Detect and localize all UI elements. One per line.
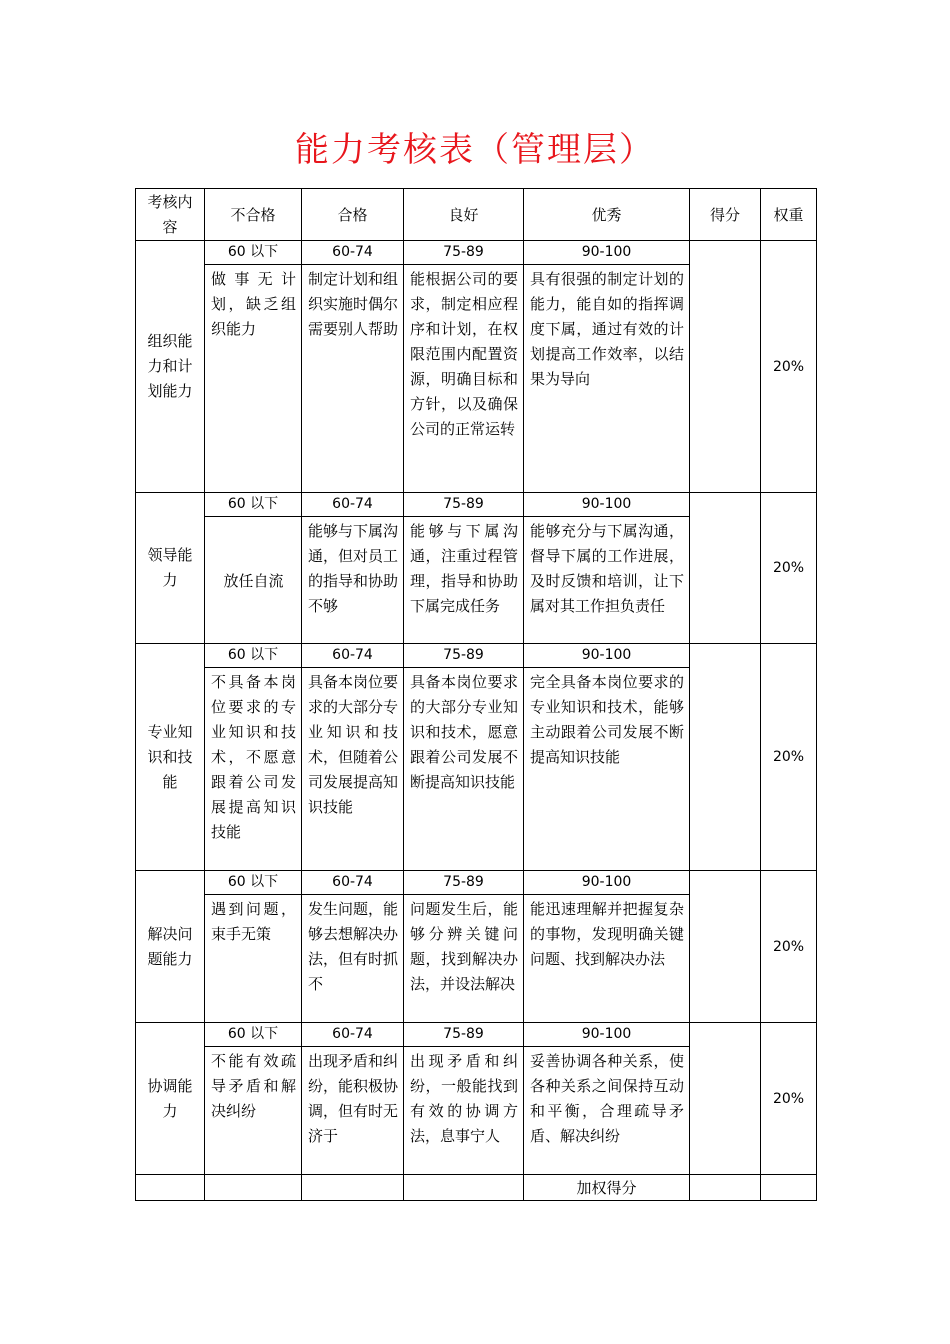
good-desc: 问题发生后，能够分辨关键问题，找到解决办法，并设法解决 [404, 895, 524, 1023]
score-cell[interactable] [690, 871, 761, 1023]
header-score: 得分 [690, 189, 761, 241]
category-cell: 组织能力和计划能力 [136, 241, 205, 493]
weight-cell: 20% [761, 871, 817, 1023]
range-fail: 60 以下 [205, 493, 302, 517]
category-cell: 解决问题能力 [136, 871, 205, 1023]
score-cell[interactable] [690, 493, 761, 644]
range-good: 75-89 [404, 644, 524, 668]
category-cell: 协调能力 [136, 1023, 205, 1175]
range-good: 75-89 [404, 493, 524, 517]
range-fail: 60 以下 [205, 1023, 302, 1047]
header-excellent: 优秀 [524, 189, 690, 241]
excellent-desc: 具有很强的制定计划的能力，能自如的指挥调度下属，通过有效的计划提高工作效率，以结果为导向 [524, 265, 690, 493]
range-pass: 60-74 [302, 644, 404, 668]
weight-cell: 20% [761, 1023, 817, 1175]
excellent-desc: 完全具备本岗位要求的专业知识和技术，能够主动跟着公司发展不断提高知识技能 [524, 668, 690, 871]
empty-cell [136, 1175, 205, 1201]
range-excellent: 90-100 [524, 871, 690, 895]
fail-desc: 不能有效疏导矛盾和解决纠纷 [205, 1047, 302, 1175]
excellent-desc: 妥善协调各种关系，使各种关系之间保持互动和平衡，合理疏导矛盾、解决纠纷 [524, 1047, 690, 1175]
range-excellent: 90-100 [524, 1023, 690, 1047]
table-row [136, 241, 817, 265]
empty-cell [761, 1175, 817, 1201]
table-row [136, 1023, 817, 1047]
range-pass: 60-74 [302, 1023, 404, 1047]
empty-cell [205, 1175, 302, 1201]
good-desc: 能根据公司的要求，制定相应程序和计划，在权限范围内配置资源，明确目标和方针，以及确保公司的正常运转 [404, 265, 524, 493]
table-row [136, 493, 817, 517]
score-cell[interactable] [690, 1023, 761, 1175]
assessment-table [135, 188, 817, 1201]
weight-cell: 20% [761, 644, 817, 871]
range-pass: 60-74 [302, 871, 404, 895]
range-fail: 60 以下 [205, 871, 302, 895]
fail-desc: 遇到问题，束手无策 [205, 895, 302, 1023]
pass-desc: 出现矛盾和纠纷，能积极协调，但有时无济于 [302, 1047, 404, 1175]
good-desc: 能够与下属沟通，注重过程管理，指导和协助下属完成任务 [404, 517, 524, 644]
category-cell: 专业知识和技能 [136, 644, 205, 871]
range-good: 75-89 [404, 241, 524, 265]
header-fail: 不合格 [205, 189, 302, 241]
table-row [136, 871, 817, 895]
header-pass: 合格 [302, 189, 404, 241]
pass-desc: 具备本岗位要求的大部分专业知识和技术，但随着公司发展提高知识技能 [302, 668, 404, 871]
pass-desc: 发生问题，能够去想解决办法，但有时抓不 [302, 895, 404, 1023]
range-pass: 60-74 [302, 493, 404, 517]
empty-cell [302, 1175, 404, 1201]
fail-desc: 不具备本岗位要求的专业知识和技术，不愿意跟着公司发展提高知识技能 [205, 668, 302, 871]
pass-desc: 制定计划和组织实施时偶尔需要别人帮助 [302, 265, 404, 493]
excellent-desc: 能迅速理解并把握复杂的事物，发现明确关键问题、找到解决办法 [524, 895, 690, 1023]
header-item: 考核内容 [136, 189, 205, 241]
score-cell[interactable] [690, 644, 761, 871]
range-good: 75-89 [404, 871, 524, 895]
header-weight: 权重 [761, 189, 817, 241]
category-cell: 领导能力 [136, 493, 205, 644]
range-excellent: 90-100 [524, 493, 690, 517]
range-fail: 60 以下 [205, 241, 302, 265]
good-desc: 具备本岗位要求的大部分专业知识和技术，愿意跟着公司发展不断提高知识技能 [404, 668, 524, 871]
weighted-score-cell[interactable] [690, 1175, 761, 1201]
fail-desc: 放任自流 [205, 517, 302, 644]
score-cell[interactable] [690, 241, 761, 493]
range-excellent: 90-100 [524, 241, 690, 265]
empty-cell [404, 1175, 524, 1201]
good-desc: 出现矛盾和纠纷，一般能找到有效的协调方法，息事宁人 [404, 1047, 524, 1175]
weight-cell: 20% [761, 493, 817, 644]
range-fail: 60 以下 [205, 644, 302, 668]
page-title: 能力考核表（管理层） [295, 130, 655, 170]
range-pass: 60-74 [302, 241, 404, 265]
excellent-desc: 能够充分与下属沟通，督导下属的工作进展，及时反馈和培训，让下属对其工作担负责任 [524, 517, 690, 644]
weight-cell: 20% [761, 241, 817, 493]
pass-desc: 能够与下属沟通，但对员工的指导和协助不够 [302, 517, 404, 644]
footer-row [136, 1175, 817, 1201]
header-good: 良好 [404, 189, 524, 241]
header-row [136, 189, 817, 241]
range-excellent: 90-100 [524, 644, 690, 668]
weighted-score-label: 加权得分 [524, 1175, 690, 1201]
fail-desc: 做事无计划，缺乏组织能力 [205, 265, 302, 493]
table-row [136, 644, 817, 668]
range-good: 75-89 [404, 1023, 524, 1047]
